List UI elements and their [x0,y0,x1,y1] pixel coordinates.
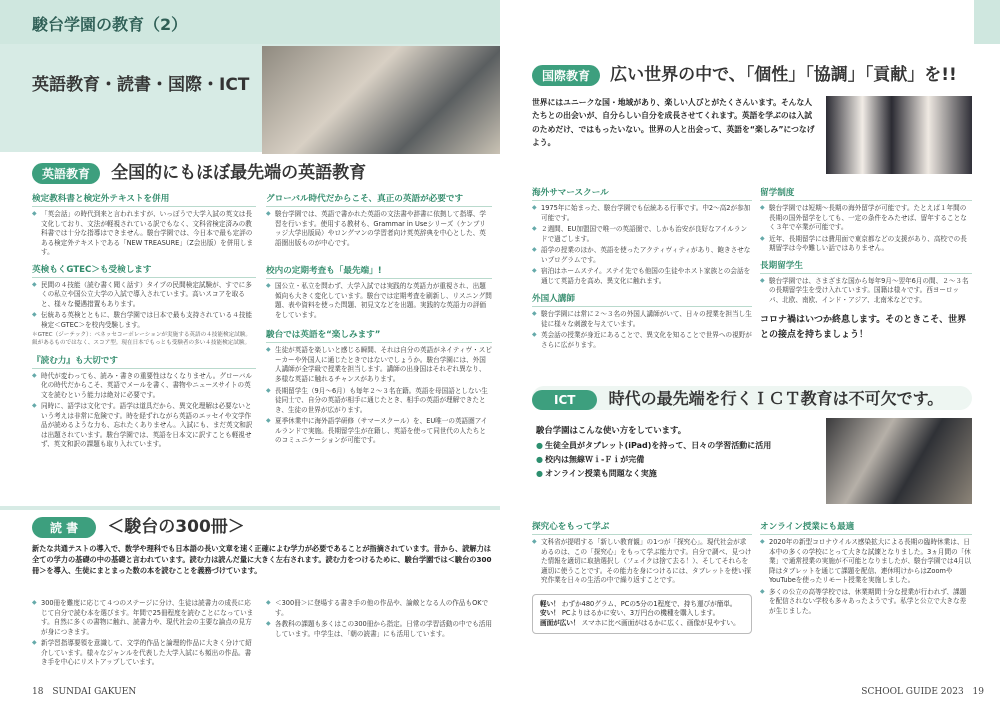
list-item: ◆ 宿泊はホームステイ。ステイ先でも他国の生徒やホスト家族との会話を通じて英語力を高め、異文化に触れます。 [532,267,752,286]
reading-heading [32,512,492,538]
list [32,210,256,258]
list-item: ◆ 駿台学園では、英語で書かれた英語の文法書や辞書に依拠して指導、学習を行います。使用する教材も、Grammar in Useシリーズ（ケンブリッジ大学出版局）やロングマンの学習者向け英英辞典を中心とした、英語圏出版ものが中心です。 [266,210,492,248]
footer-right [861,687,984,697]
list-item: ◆ 多くの公立の高等学校では、休業期間十分な授業が行われず、課題を配信されない学校も多々あったようです。私学と公立で大きな差が生じました。 [760,588,972,617]
box-text: スマホに比べ画面がはるかに広く、画像が見やすい。 [581,618,740,627]
ict-bullets [536,440,826,479]
box-label: 画面が広い！ [540,618,580,627]
publisher-name: SUNDAI GAKUEN [52,687,137,697]
list-item: ◆ 時代が変わっても、読み・書きの重要性はなくなりません。グローバル化の時代だからこそ、英語でメールを書く、書物やニュースサイトの英文を読むという能力は絶対に必要です。 [32,372,256,401]
list-item: ◆ ２週間、EU加盟国で唯一の英語圏で、しかも治安が良好なアイルランドで過ごします。 [532,225,752,244]
ict-col-right [760,520,972,618]
list-item: ◆ 各教科の課題も多くはこの300冊から指定。日常の学習活動の中でも活用しています。中学生は、「朝の読書」にも活用しています。 [266,620,492,639]
ict-bullet: ● オンライン授業も問題なく実施 [536,468,826,479]
section-title: 駿台では英語を“楽しみます” [266,328,492,343]
footer-left [32,687,136,697]
ipad-classroom-photo [826,418,972,504]
list-item: ◆ 駿台学園では、さまざまな国から毎年9月〜翌年6月の間、２〜３名の長期留学生を受け入れています。国籍は様々です。西ヨーロッパ、北欧、南欧、インド・アジア、北南米などです。 [760,277,972,306]
list [532,204,752,286]
list [32,599,256,668]
section-title: 長期留学生 [760,259,972,274]
list-item: ◆ 伝統ある英検とともに、駿台学園では日本で最も支持されている４技能検定＜GTEC＞を校内受験します。 [32,311,256,330]
box-label: 軽い！ [540,599,560,608]
reading-headline: ＜駿台の300冊＞ [107,517,245,537]
header-bar-right [974,0,1000,44]
students-tablet-photo [262,46,500,154]
ict-summary [536,424,826,482]
box-label: 安い！ [540,609,560,618]
reading-tag: 読 書 [32,517,96,538]
english-heading [32,158,492,184]
list [532,538,752,586]
list [32,372,256,450]
list [266,599,492,639]
ict-bullet: ● 生徒全員がタブレット(iPad)を持って、日々の学習活動に活用 [536,440,826,451]
divider [0,506,500,510]
list-item: ◆ 民間の４技能（読む書く聞く話す）タイプの民間検定試験が、すでに多くの私立や国公立大学の入試で導入されています。高いスコアを取ると、様々な優遇措置もあります。 [32,281,256,310]
list-item: ◆ 「英会話」の時代到来と言われますが、いっぽうで大学入試の英文は長文化しており、文法が軽視されている訳でもなく、文科省検定済みの教科書では十分な指導はできません。駿台学園では、今日本で最も定評のある検定外テキストである「NEW TREASURE」（Z会出版）を併用します。 [32,210,256,258]
list-item: ◆ 英会話の授業が身近にあることで、異文化を知ることで世界への視野がさらに広がります。 [532,331,752,350]
hero-title: 英語教育・読書・国際・ICT [32,75,250,95]
ict-headline: 時代の最先端を行くＩＣＴ教育は不可欠です。 [608,389,944,408]
list-item: ◆ 新学習指導要領を意識して、文学的作品と論理的作品に大きく分けて紹介しています。様々なジャンルを代表した大学入試にも頻出の作品。書き手を中心にリストアップしています。 [32,639,256,668]
section-title: 『読む力』も大切です [32,354,256,369]
ict-heading [532,386,972,410]
intl-intro: 世界にはユニークな国・地域があり、楽しい人びとがたくさんいます。そんな人たちとの出会いが、自分らしい自分を成長させてくれます。英語を学ぶのは入試のためだけ、ではもったいない。世界の人と出会って、英語を“楽しみ”につなげよう。 [532,98,815,147]
ict-bullet: ● 校内は無線Ｗｉ-Ｆｉが完備 [536,454,826,465]
page-number-left: 18 [32,687,44,697]
list [266,210,492,248]
corona-message: コロナ禍はいつか終息します。そのときこそ、世界との接点を持ちましょう！ [760,315,967,340]
intl-tag: 国際教育 [532,65,600,86]
list-item: ◆ 300冊を難度に応じて４つのステージに分け、生徒は読書力の成長に応じて自分で読む本を選びます。年間で25冊程度を読むことになっています。自然に多くの書物に触れ、読書力や、現代社会の主要な論点の見方が身につきます。 [32,599,256,637]
list [760,204,972,254]
reading-intro: 新たな共通テストの導入で、数学や理科でも日本語の長い文章を速く正確によむ学力が必要であることが指摘されています。昔から、読解力は全ての学力の基礎の中の基礎と言われています。読む力は読んだ量に大きく左右されます。読む力をつけるために、駿台学園では＜駿台の300冊＞を導入、生徒にまとまった数の本を読むことを義務づけています。 [32,544,492,576]
header-bar [0,0,500,44]
english-col-left [32,192,256,452]
list-item: ◆ 国公立・私立を問わず、大学入試では実践的な英語力が重視され、出題傾向も大きく変化しています。駿台では定期考査を刷新し、リスニング問題、表や資料を使った問題、初見文などを出題。実践的な英語力の評価をしています。 [266,282,492,320]
list-item: ◆ 駿台学園には常に２〜３名の外国人講師がいて、日々の授業を担当し生徒に様々な刺激を与えています。 [532,310,752,329]
english-tag: 英語教育 [32,163,100,184]
english-headline: 全国的にもほぼ最先端の英語教育 [111,163,367,183]
section-title: 留学制度 [760,186,972,201]
intl-col-left [532,186,752,353]
guide-name: SCHOOL GUIDE 2023 [861,687,964,697]
ict-tag: ICT [532,390,597,410]
reading-col-right [266,599,492,641]
section-title: 海外サマースクール [532,186,752,201]
intl-col-right [760,186,972,342]
list [760,538,972,616]
list-item: ◆ 2020年の新型コロナウイルス感染拡大による長期の臨時休業は、日本中の多くの学校にとって大きな試練となりました。3ヵ月間の「休業」で通常授業の実施が不可能となりましたが、駿台学園では4月以降はタブレットを通じて課題を配信、連休明けからはZoomやYouTubeを使ったリモート授業を実施しました。 [760,538,972,586]
list [266,282,492,320]
reading-col-left [32,599,256,670]
list-item: ◆ 1975年に始まった、駿台学園でも伝統ある行事です。中2〜高2が参加可能です。 [532,204,752,223]
section-title: 校内の定期考査も「最先端」! [266,264,492,279]
list-item: ◆ ＜300冊＞に登場する書き手の他の作品や、論敵となる人の作品もOKです。 [266,599,492,618]
section-title: 外国人講師 [532,292,752,307]
section-title: 英検もくGTEC＞も受検します [32,263,256,278]
list [532,310,752,350]
english-col-right [266,192,492,448]
international-students-photo [826,96,972,174]
box-text: わずか480グラム、PCの5分の1程度で、持ち運びが簡単。 [561,599,737,608]
ict-col-left [532,520,752,634]
box-text: PCよりはるかに安い、3万円台の機種を購入します。 [561,609,720,618]
section-title: オンライン授業にも最適 [760,520,972,535]
section-title: グローバル時代だからこそ、真正の英語が必要です [266,192,492,207]
intl-heading [532,60,972,86]
list-item: ◆ 文科省が提唱する「新しい教育観」の1つが「探究心」。現代社会が求めるのは、この「探究心」をもって学ぶ能力です。自分で調べ、見つけた情報を適切に取捨選択し（フェイクは捨て去る！）、そしてそれらを適切に使うことです。その能力を身につけるには、タブレットを使い探究作業を日々の生活の中で繰り返すことです。 [532,538,752,586]
list [266,346,492,445]
list-item: ◆ 夏季休業中に海外語学研修（サマースクール）を、EU唯一の英語圏アイルランドで実施。長期留学生が在籍し、英語を使って同世代の人たちとのコミュニケーションが可能です。 [266,417,492,446]
intl-headline: 広い世界の中で、「個性」「協調」「貢献」を!! [610,65,957,85]
list-item: ◆ 長期留学生（9月〜6月）も毎年２〜３名在籍。英語を母国語としない生徒同士で、自分の英語が相手に通じたとき、相手の英語が理解できたとき、生徒の世界が広がります。 [266,387,492,416]
section-title: 検定教科書と検定外テキストを併用 [32,192,256,207]
gtec-note: ＊GTEC（ジーテック）：ベネッセコーポレーションが実施する英語の４技能検定試験。級があるものではなく、スコア型。現在日本でもっとも受験者の多い４技能検定試験。 [32,332,251,347]
list-item: ◆ 近年、長期留学には費用面で東京都などの支援があり、高校での長期留学は今や難しい話ではありません。 [760,235,972,254]
list-item: ◆ 語学の授業のほか、英語を使ったアクティヴィティがあり、飽きさせないプログラムです。 [532,246,752,265]
list [32,281,256,331]
section-title: 探究心をもって学ぶ [532,520,752,535]
page-number-right: 19 [972,687,984,697]
list [760,277,972,306]
list-item: ◆ 生徒が英語を楽しいと感じる瞬間、それは自分の英語がネイティヴ・スピーカーや外国人に通じたときではないでしょうか。駿台学園には、外国人講師が全学級で授業を担当します。講師の出身国はそれぞれ異なり、多様な英語に触れるチャンスがあります。 [266,346,492,384]
page-title: 駿台学園の教育（2） [32,15,188,34]
list-item: ◆ 駿台学園では短期〜長期の海外留学が可能です。たとえば１年間の長期の国外留学をしても、一定の条件をみたせば、留年することなく３年で卒業が可能です。 [760,204,972,233]
ict-lead: 駿台学園はこんな使い方をしています。 [536,425,687,435]
tablet-benefits-box [532,594,752,635]
list-item: ◆ 同時に、語学は文化です。語学は道具だから、異文化理解は必要ないという考えは非常に危険です。時を経ずれながら英語のエッセイや文学作品が読めるような力も、忘れたくありません。入試にも、まだ英文和訳は出題されています。駿台学園では、英語を日本文に訳すことも軽視せず、英文和訳の課題も取り入れています。 [32,402,256,450]
